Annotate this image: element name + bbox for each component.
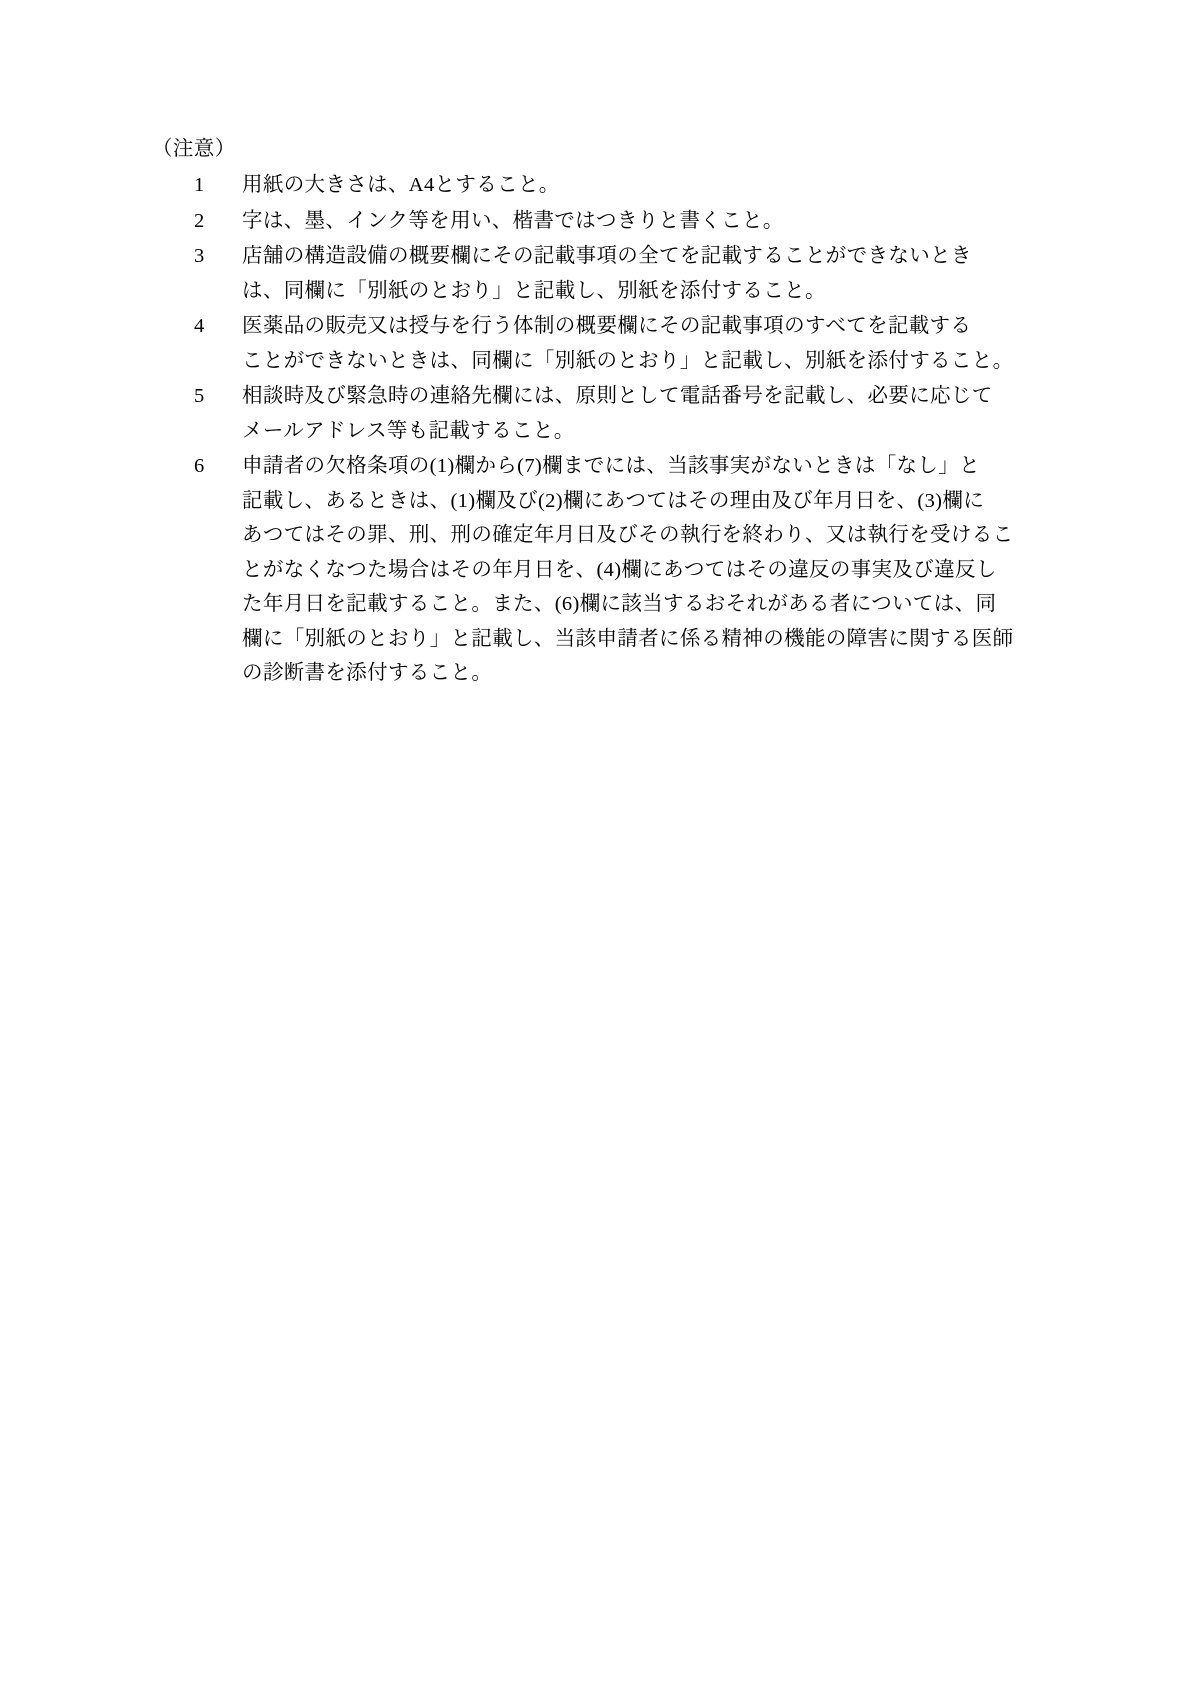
note-text bbox=[242, 168, 1032, 203]
note-text bbox=[242, 449, 1032, 691]
note-number: 6 bbox=[194, 455, 205, 477]
note-line: の診断書を添付すること。 bbox=[242, 662, 493, 684]
note-line: メールアドレス等も記載すること。 bbox=[242, 419, 575, 442]
note-line: 相談時及び緊急時の連絡先欄には、原則として電話番号を記載し、必要に応じて bbox=[242, 385, 993, 407]
note-line: あつてはその罪、刑、刑の確定年月日及びその執行を終わり、又は執行を受けるこ bbox=[242, 524, 1014, 546]
note-item bbox=[152, 379, 1032, 448]
note-number: 1 bbox=[194, 174, 205, 196]
notes-heading: （注意） bbox=[152, 138, 236, 160]
note-item bbox=[152, 239, 1032, 308]
note-line: ことができないときは、同欄に「別紙のとおり」と記載し、別紙を添付すること。 bbox=[242, 349, 1014, 372]
notes-section bbox=[152, 132, 1032, 692]
note-line: 記載し、あるときは、(1)欄及び(2)欄にあつてはその理由及び年月日を、(3)欄に bbox=[242, 489, 985, 512]
note-item bbox=[152, 168, 1032, 203]
note-line: とがなくなつた場合はその年月日を、(4)欄にあつてはその違反の事実及び違反し bbox=[242, 558, 997, 581]
note-line: 字は、墨、インク等を用い、楷書ではつきりと書くこと。 bbox=[242, 209, 784, 232]
note-item bbox=[152, 204, 1032, 239]
note-line: 店舗の構造設備の概要欄にその記載事項の全てを記載することができないとき bbox=[242, 245, 972, 267]
note-number: 2 bbox=[194, 209, 205, 232]
note-line: 医薬品の販売又は授与を行う体制の概要欄にその記載事項のすべてを記載する bbox=[242, 315, 972, 337]
note-line: は、同欄に「別紙のとおり」と記載し、別紙を添付すること。 bbox=[242, 279, 826, 302]
note-item bbox=[152, 449, 1032, 691]
note-line: 欄に「別紙のとおり」と記載し、当該申請者に係る精神の機能の障害に関する医師 bbox=[242, 627, 1014, 650]
note-item bbox=[152, 309, 1032, 378]
note-text bbox=[242, 379, 1032, 448]
note-text bbox=[242, 309, 1032, 378]
note-number: 5 bbox=[194, 385, 205, 407]
note-line: 申請者の欠格条項の(1)欄から(7)欄までには、当該事実がないときは「なし」と bbox=[242, 455, 980, 477]
note-line: た年月日を記載すること。また、(6)欄に該当するおそれがある者については、同 bbox=[242, 593, 997, 615]
note-number: 3 bbox=[194, 245, 205, 267]
notes-list bbox=[152, 168, 1032, 691]
note-text bbox=[242, 204, 1032, 239]
note-line: 用紙の大きさは、A4とすること。 bbox=[242, 174, 560, 196]
note-text bbox=[242, 239, 1032, 308]
note-number: 4 bbox=[194, 315, 205, 337]
